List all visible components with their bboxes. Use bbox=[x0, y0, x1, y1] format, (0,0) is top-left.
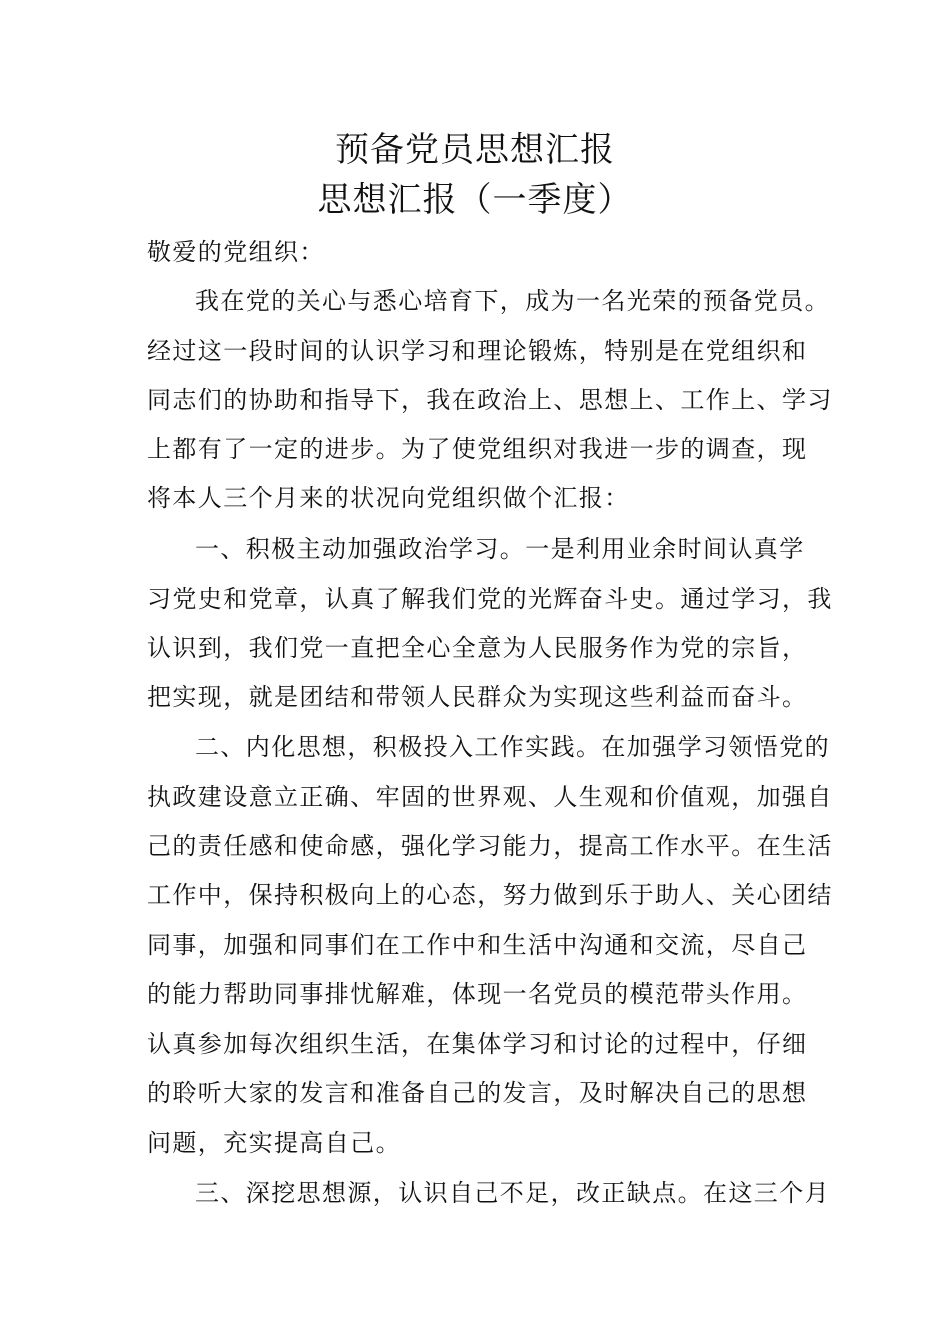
body-line: 习党史和党章，认真了解我们党的光辉奋斗史。通过学习，我 bbox=[147, 585, 833, 613]
document-title: 预备党员思想汇报 bbox=[335, 130, 615, 170]
body-line: 执政建设意立正确、牢固的世界观、人生观和价值观，加强自 bbox=[147, 783, 833, 811]
body-line: 问题，充实提高自己。 bbox=[147, 1129, 401, 1157]
body-line: 的能力帮助同事排忧解难，体现一名党员的模范带头作用。 bbox=[147, 980, 808, 1008]
salutation: 敬爱的党组织： bbox=[147, 238, 325, 266]
body-line: 同事，加强和同事们在工作中和生活中沟通和交流，尽自己 bbox=[147, 931, 808, 959]
body-line: 工作中，保持积极向上的心态，努力做到乐于助人、关心团结 bbox=[147, 881, 833, 909]
body-line: 上都有了一定的进步。为了使党组织对我进一步的调查，现 bbox=[147, 435, 808, 463]
body-line: 二、内化思想，积极投入工作实践。在加强学习领悟党的 bbox=[195, 733, 830, 761]
body-line: 将本人三个月来的状况向党组织做个汇报： bbox=[147, 484, 630, 512]
body-line: 的聆听大家的发言和准备自己的发言，及时解决自己的思想 bbox=[147, 1079, 808, 1107]
document-subtitle: 思想汇报（一季度） bbox=[317, 180, 633, 220]
body-line: 我在党的关心与悉心培育下，成为一名光荣的预备党员。 bbox=[195, 287, 830, 315]
body-line: 一、积极主动加强政治学习。一是利用业余时间认真学 bbox=[195, 535, 805, 563]
body-line: 把实现，就是团结和带领人民群众为实现这些利益而奋斗。 bbox=[147, 683, 808, 711]
body-line: 认识到，我们党一直把全心全意为人民服务作为党的宗旨， bbox=[147, 634, 808, 662]
body-line: 三、深挖思想源，认识自己不足，改正缺点。在这三个月 bbox=[195, 1179, 830, 1207]
body-line: 己的责任感和使命感，强化学习能力，提高工作水平。在生活 bbox=[147, 832, 833, 860]
body-line: 同志们的协助和指导下，我在政治上、思想上、工作上、学习 bbox=[147, 386, 833, 414]
body-line: 认真参加每次组织生活，在集体学习和讨论的过程中，仔细 bbox=[147, 1030, 808, 1058]
body-line: 经过这一段时间的认识学习和理论锻炼，特别是在党组织和 bbox=[147, 337, 808, 365]
